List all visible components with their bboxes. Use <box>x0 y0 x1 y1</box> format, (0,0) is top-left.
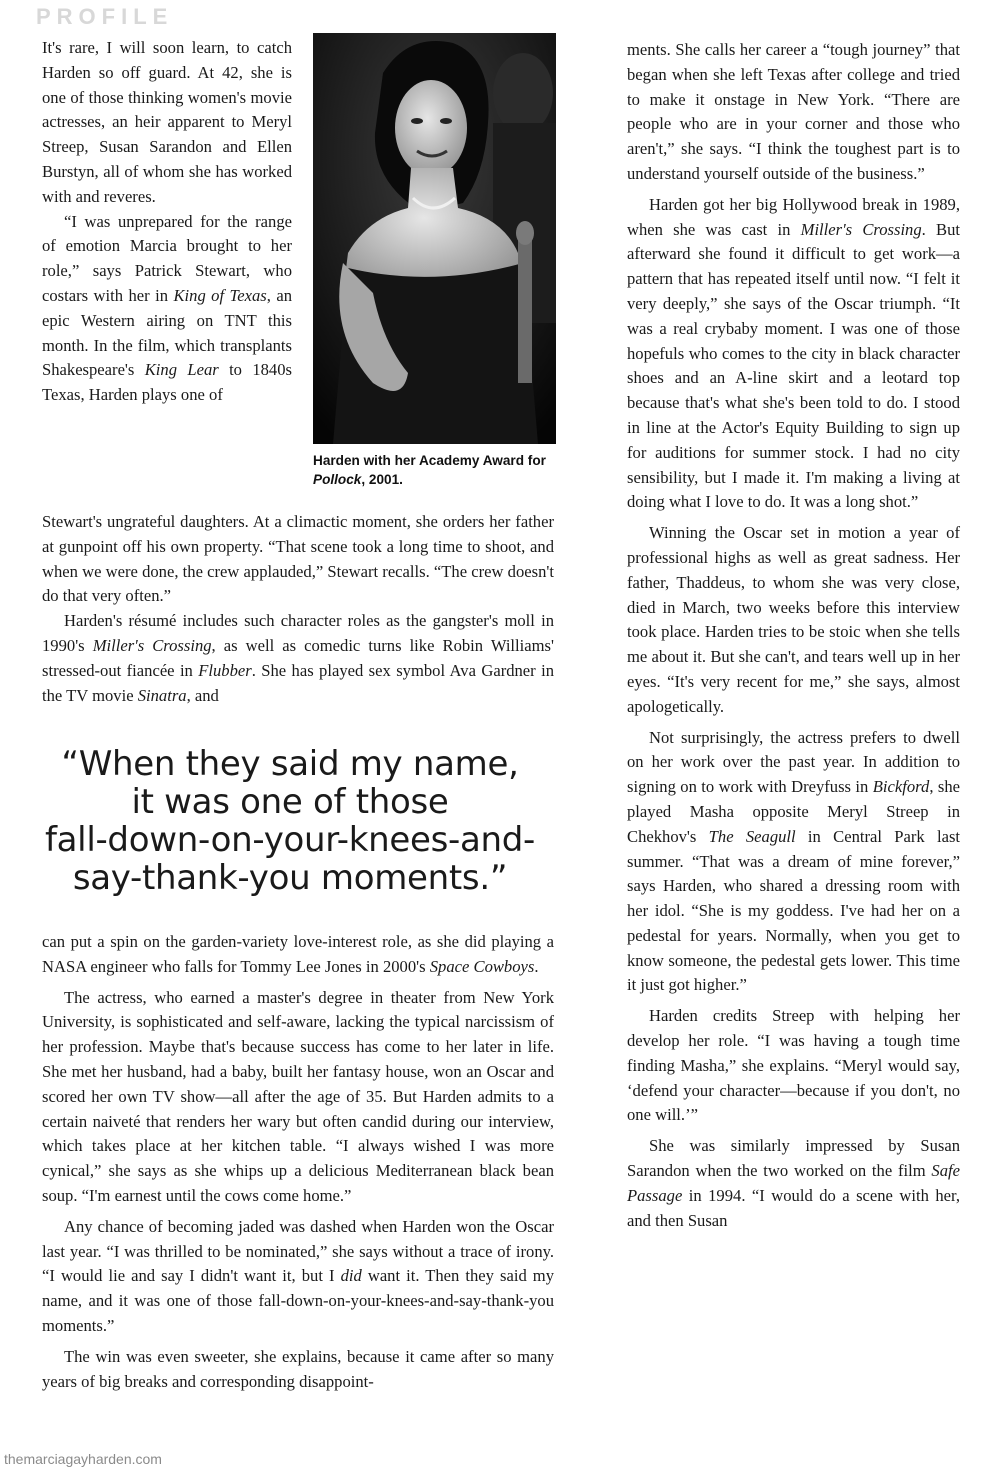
left-column-wide-2 <box>42 930 554 1394</box>
paragraph <box>42 210 292 408</box>
section-header: PROFILE <box>36 4 174 29</box>
paragraph <box>42 609 554 708</box>
pull-quote-line: say-thank-you moments.” <box>72 858 508 898</box>
paragraph-text: to 1840s Texas, Harden plays one of <box>42 360 292 405</box>
paragraph-text: . But afterward she found it difficult to get work—a pattern that has repeated itself until now. “I felt it very deeply,” she says of the Oscar triumph. “It was a real crybaby moment. I was one of those hopefuls who comes to the city in black character shoes and an A-line skirt and a leotard top because that's what she's been told to do. I stood in line at the Actor's Equity Building to sign up for auditions for summer stock. I had no city sensibility, but I made it. I'm making a living at doing what I love to do. It was a long shot.” <box>627 219 960 512</box>
pull-quote <box>20 745 560 897</box>
paragraph <box>42 930 554 980</box>
paragraph-text: “I was unprepared for the range of emotion Marcia brought to her role,” says Patrick Stewart, who costars with her in <box>42 211 292 305</box>
paragraph-text: , as well as comedic turns like Robin Williams' stressed-out fiancée in <box>42 635 554 680</box>
paragraph-text: She was similarly impressed by Susan Sarandon when the two worked on the film <box>627 1136 960 1181</box>
title-italic: King of Texas <box>173 285 267 305</box>
paragraph-text: . She has played sex symbol Ava Gardner in the TV movie <box>42 660 554 705</box>
right-column <box>627 38 960 1233</box>
paragraph-text: Harden credits Streep with helping her develop her role. “I was having a tough time finding Masha,” she explains. “Meryl would say, ‘defend your character—because if you don't, no one will.’” <box>627 1006 960 1125</box>
paragraph-text: Not surprisingly, the actress prefers to dwell on her work over the past year. In addition to signing on to work with Dreyfuss in <box>627 727 960 797</box>
title-italic: King Lear <box>144 360 219 380</box>
caption-film-title: Pollock <box>313 472 362 487</box>
paragraph <box>42 36 292 210</box>
title-italic: Flubber <box>198 660 252 680</box>
left-column-wide-1 <box>42 510 554 708</box>
paragraph-text: , she played Masha opposite Meryl Streep in Chekhov's <box>627 777 961 846</box>
emphasis-italic: did <box>340 1266 362 1286</box>
title-italic: Bickford <box>872 777 930 797</box>
watermark: themarciagayharden.com <box>4 1451 162 1467</box>
photo <box>313 33 556 444</box>
paragraph <box>627 1134 960 1233</box>
paragraph-text: It's rare, I will soon learn, to catch Harden so off guard. At 42, she is one of those thinking women's movie actresses, an heir apparent to Meryl Streep, Susan Sarandon and Ellen Burstyn, all of whom she has worked with and reveres. <box>42 38 292 206</box>
paragraph <box>42 986 554 1209</box>
paragraph <box>627 38 960 187</box>
title-italic: Sinatra <box>137 685 187 705</box>
caption-text: Harden with her Academy Award for <box>313 453 546 468</box>
paragraph <box>42 1215 554 1339</box>
photo-caption <box>313 451 556 489</box>
paragraph <box>42 1345 554 1395</box>
paragraph-text: in Central Park last summer. “That was a dream of mine forever,” says Harden, who shared a dressing room with her idol. “She is my goddess. I've had her on a pedestal for years. Normally, when you get to know someone, the pedestal gets lower. This time it just got higher.” <box>627 826 961 995</box>
title-italic: Space Cowboys <box>429 956 535 976</box>
paragraph <box>627 521 960 719</box>
paragraph-text: can put a spin on the garden-variety love-interest role, as she did playing a NASA engineer who falls for Tommy Lee Jones in 2000's <box>42 932 554 976</box>
paragraph-text: Stewart's ungrateful daughters. At a climactic moment, she orders her father at gunpoint off his own property. “That scene took a long time to shoot, and when we were done, the crew applauded,” Stewart recalls. “The crew doesn't do that very often.” <box>42 512 554 606</box>
pull-quote-line: fall-down-on-your-knees-and- <box>44 820 536 860</box>
paragraph-text: Harden got her big Hollywood break in 1989, when she was cast in <box>627 194 960 239</box>
paragraph-text: in 1994. “I would do a scene with her, and then Susan <box>627 1185 960 1230</box>
paragraph <box>627 193 960 515</box>
paragraph-text: . <box>534 956 539 976</box>
pull-quote-line: “When they said my name, <box>61 744 519 784</box>
paragraph-text: The actress, who earned a master's degree in theater from New York University, is sophisticated and self-aware, lacking the typical narcissism of her profession. Maybe that's because success has come to her later in life. She met her husband, had a baby, built her fantasy house, won an Oscar and scored her own TV show—all after the age of 35. But Harden admits to a certain naiveté that renders her wary but often candid during our interview, which takes place at her kitchen table. “I always wished I was more cynical,” she says as she whips up a delicious Mediterranean black bean soup. “I'm earnest until the cows come home.” <box>42 987 554 1205</box>
paragraph-text: Any chance of becoming jaded was dashed when Harden won the Oscar last year. “I was thrilled to be nominated,” she says without a trace of irony. “I would lie and say I didn't want it, but I <box>42 1216 554 1286</box>
paragraph-text: Harden's résumé includes such character roles as the gangster's moll in 1990's <box>42 611 554 655</box>
left-column-top <box>42 36 292 408</box>
paragraph <box>42 510 554 609</box>
title-italic: The Seagull <box>708 826 796 846</box>
paragraph-text: The win was even sweeter, she explains, because it came after so many years of big breaks and corresponding disappoint- <box>42 1346 554 1391</box>
caption-text: , 2001. <box>361 472 403 487</box>
title-italic: Safe Passage <box>627 1161 960 1205</box>
paragraph-text: , an epic Western airing on TNT this month. In the film, which transplants Shakespeare's <box>42 285 292 380</box>
title-italic: Miller's Crossing <box>92 635 212 655</box>
paragraph <box>627 1004 960 1128</box>
paragraph <box>627 726 960 999</box>
paragraph-text: want it. Then they said my name, and it was one of those fall-down-on-your-knees-and-say-thank-you moments.” <box>42 1266 554 1335</box>
paragraph-text: ments. She calls her career a “tough journey” that began when she left Texas after college and tried to make it onstage in New York. “There are people who are in your corner and those who aren't,” she says. “I think the toughest part is to understand yourself outside of the business.” <box>627 40 960 183</box>
paragraph-text: Winning the Oscar set in motion a year of professional highs as well as great sadness. Her father, Thaddeus, to whom she was very close, died in March, two weeks before this interview took place. Harden tries to be stoic when she tells me about it. But she can't, and tears well up in her eyes. “It's very recent for me,” she says, almost apologetically. <box>627 523 960 716</box>
pull-quote-line: it was one of those <box>131 782 449 822</box>
title-italic: Miller's Crossing <box>800 219 922 239</box>
paragraph-text: , and <box>186 685 219 705</box>
photo-illustration <box>313 33 556 444</box>
